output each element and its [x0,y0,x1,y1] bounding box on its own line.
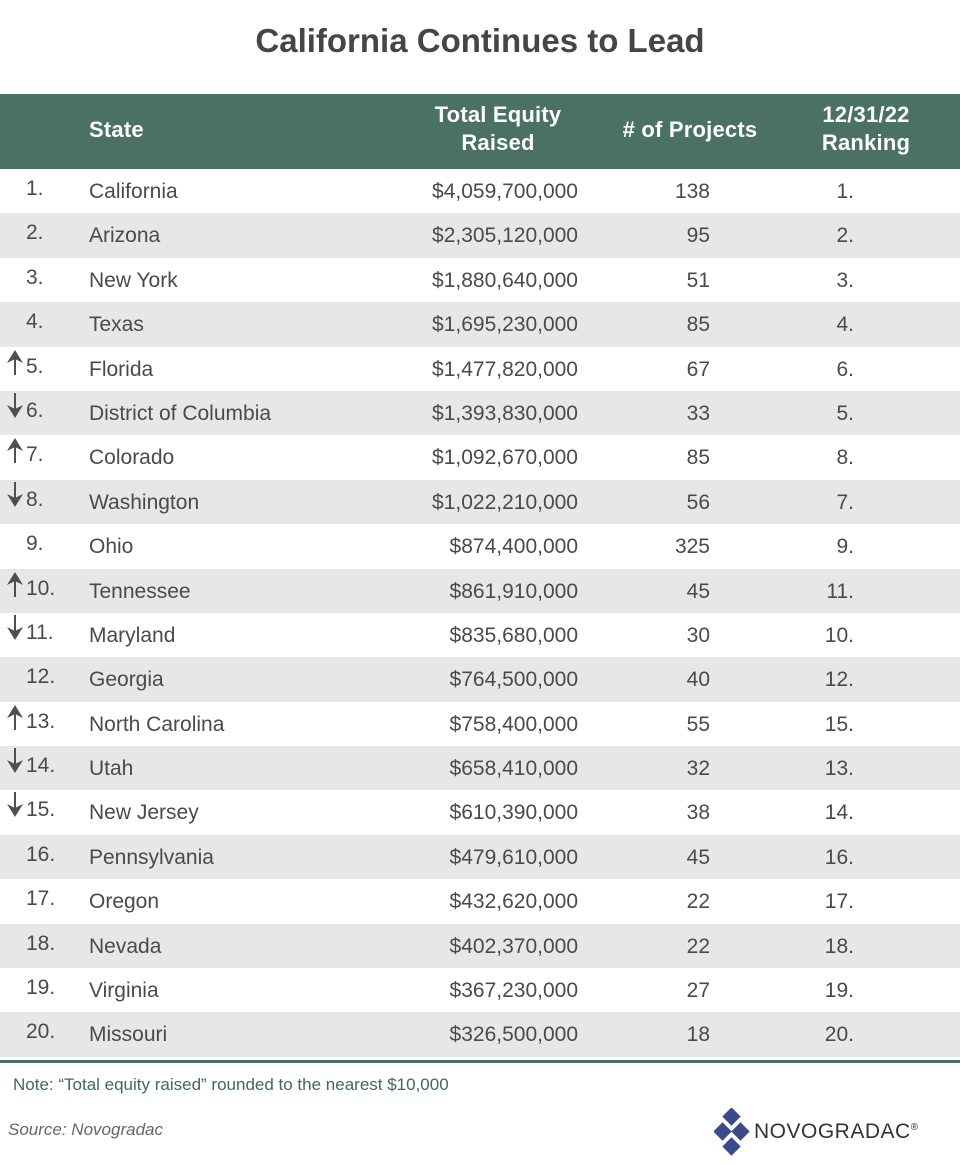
state-cell: Pennsylvania [89,845,214,869]
table-header [0,94,960,169]
footnote: Note: “Total equity raised” rounded to the nearest $10,000 [13,1075,449,1094]
prior-rank-cell: 7. [836,490,854,514]
equity-cell: $402,370,000 [449,934,578,958]
table-row [0,657,960,701]
prior-rank-cell: 16. [824,845,854,869]
rank-cell: 16. [26,842,56,866]
rank-cell: 19. [26,976,56,1000]
rank-cell: 4. [26,310,44,334]
header-ranking-line1: 12/31/22 [822,102,910,127]
table-row [0,347,960,391]
rank-cell: 17. [26,887,56,911]
table-row [0,169,960,213]
header-ranking [786,101,946,157]
equity-cell: $367,230,000 [449,979,578,1003]
state-cell: Maryland [89,623,176,647]
header-state: State [89,117,144,142]
equity-cell: $479,610,000 [449,845,578,869]
table-row [0,968,960,1012]
prior-rank-cell: 15. [824,712,854,736]
projects-cell: 32 [686,757,710,781]
table-row [0,258,960,302]
header-equity [398,101,598,157]
projects-cell: 18 [686,1023,710,1047]
prior-rank-cell: 14. [824,801,854,825]
source-label: Source: Novogradac [8,1120,163,1139]
prior-rank-cell: 18. [824,934,854,958]
rank-cell: 9. [26,532,44,556]
state-cell: District of Columbia [89,401,272,425]
projects-cell: 67 [686,357,710,381]
prior-rank-cell: 19. [824,979,854,1003]
prior-rank-cell: 10. [824,623,854,647]
projects-cell: 85 [686,313,710,337]
equity-cell: $861,910,000 [449,579,578,603]
equity-cell: $2,305,120,000 [432,224,578,248]
rank-cell: 12. [26,665,56,689]
table-row [0,569,960,613]
table-row [0,702,960,746]
equity-cell: $610,390,000 [449,801,578,825]
rank-cell: 1. [26,177,44,200]
equity-cell: $326,500,000 [449,1023,578,1047]
prior-rank-cell: 4. [836,313,854,337]
equity-cell: $758,400,000 [449,712,578,736]
table-row [0,790,960,834]
projects-cell: 55 [686,712,710,736]
logo-diamond-icon [714,1108,750,1158]
equity-cell: $1,092,670,000 [432,446,578,470]
rank-cell: 13. [26,709,56,733]
prior-rank-cell: 3. [836,268,854,292]
table-row [0,924,960,968]
rank-cell: 15. [26,798,56,822]
projects-cell: 33 [686,401,710,425]
state-cell: Texas [89,313,144,337]
projects-cell: 138 [674,180,710,203]
projects-cell: 45 [686,579,710,603]
rank-cell: 5. [26,354,44,378]
state-cell: Arizona [89,224,161,248]
rank-cell: 20. [26,1020,56,1044]
prior-rank-cell: 5. [836,401,854,425]
rank-cell: 18. [26,931,56,955]
prior-rank-cell: 17. [824,890,854,914]
rank-cell: 3. [26,265,44,289]
prior-rank-cell: 13. [824,757,854,781]
table-row [0,302,960,346]
prior-rank-cell: 11. [826,579,854,603]
projects-cell: 95 [686,224,710,248]
projects-cell: 85 [686,446,710,470]
projects-cell: 325 [674,535,710,559]
table-bottom-rule [0,1060,960,1063]
equity-cell: $874,400,000 [449,535,578,559]
prior-rank-cell: 2. [836,224,854,248]
prior-rank-cell: 8. [836,446,854,470]
table-row [0,879,960,923]
logo-registered-mark: ® [910,1122,919,1133]
header-equity-line2: Raised [461,130,535,155]
projects-cell: 22 [686,890,710,914]
projects-cell: 30 [686,623,710,647]
header-equity-line1: Total Equity [434,102,562,127]
equity-cell: $1,695,230,000 [432,313,578,337]
state-cell: Utah [89,757,134,781]
projects-cell: 22 [686,934,710,958]
prior-rank-cell: 6. [836,357,854,381]
projects-cell: 40 [686,668,710,692]
state-cell: New York [89,268,178,292]
state-cell: Colorado [89,446,175,470]
header-ranking-line2: Ranking [821,130,911,155]
state-cell: Ohio [89,535,134,559]
prior-rank-cell: 20. [824,1023,854,1047]
prior-rank-cell: 1. [836,180,854,203]
table-row [0,1012,960,1056]
state-cell: North Carolina [89,712,225,736]
projects-cell: 45 [686,845,710,869]
logo-wordmark [754,1120,919,1144]
state-cell: Missouri [89,1023,168,1047]
table-row [0,835,960,879]
equity-cell: $1,880,640,000 [432,268,578,292]
state-cell: Nevada [89,934,162,958]
projects-cell: 27 [686,979,710,1003]
equity-cell: $764,500,000 [449,668,578,692]
rank-cell: 6. [26,398,44,422]
rank-cell: 7. [26,443,44,467]
novogradac-logo [714,1108,954,1158]
equity-cell: $835,680,000 [449,623,578,647]
table-row [0,524,960,568]
ranking-table [0,94,960,1057]
projects-cell: 56 [686,490,710,514]
rank-cell: 2. [26,221,44,245]
table-row [0,613,960,657]
equity-cell: $432,620,000 [449,890,578,914]
table-body [0,169,960,1057]
table-row [0,480,960,524]
equity-cell: $1,393,830,000 [432,401,578,425]
equity-cell: $4,059,700,000 [432,180,578,203]
equity-cell: $1,477,820,000 [432,357,578,381]
state-cell: Georgia [89,668,164,692]
prior-rank-cell: 9. [836,535,854,559]
chart-title: California Continues to Lead [255,22,705,59]
prior-rank-cell: 12. [824,668,854,692]
rank-cell: 11. [26,620,54,644]
table-row [0,213,960,257]
table-row [0,746,960,790]
rank-cell: 8. [26,487,44,511]
rank-cell: 10. [26,576,56,600]
state-cell: New Jersey [89,801,199,825]
projects-cell: 51 [686,268,710,292]
state-cell: Florida [89,357,154,381]
equity-cell: $1,022,210,000 [432,490,578,514]
state-cell: California [89,180,178,203]
table-row [0,435,960,479]
equity-cell: $658,410,000 [449,757,578,781]
state-cell: Tennessee [89,579,191,603]
state-cell: Virginia [89,979,159,1003]
state-cell: Oregon [89,890,160,914]
state-cell: Washington [89,490,200,514]
table-row [0,391,960,435]
header-projects: # of Projects [622,117,758,142]
rank-cell: 14. [26,754,56,778]
projects-cell: 38 [686,801,710,825]
logo-text: NOVOGRADAC [754,1120,911,1143]
